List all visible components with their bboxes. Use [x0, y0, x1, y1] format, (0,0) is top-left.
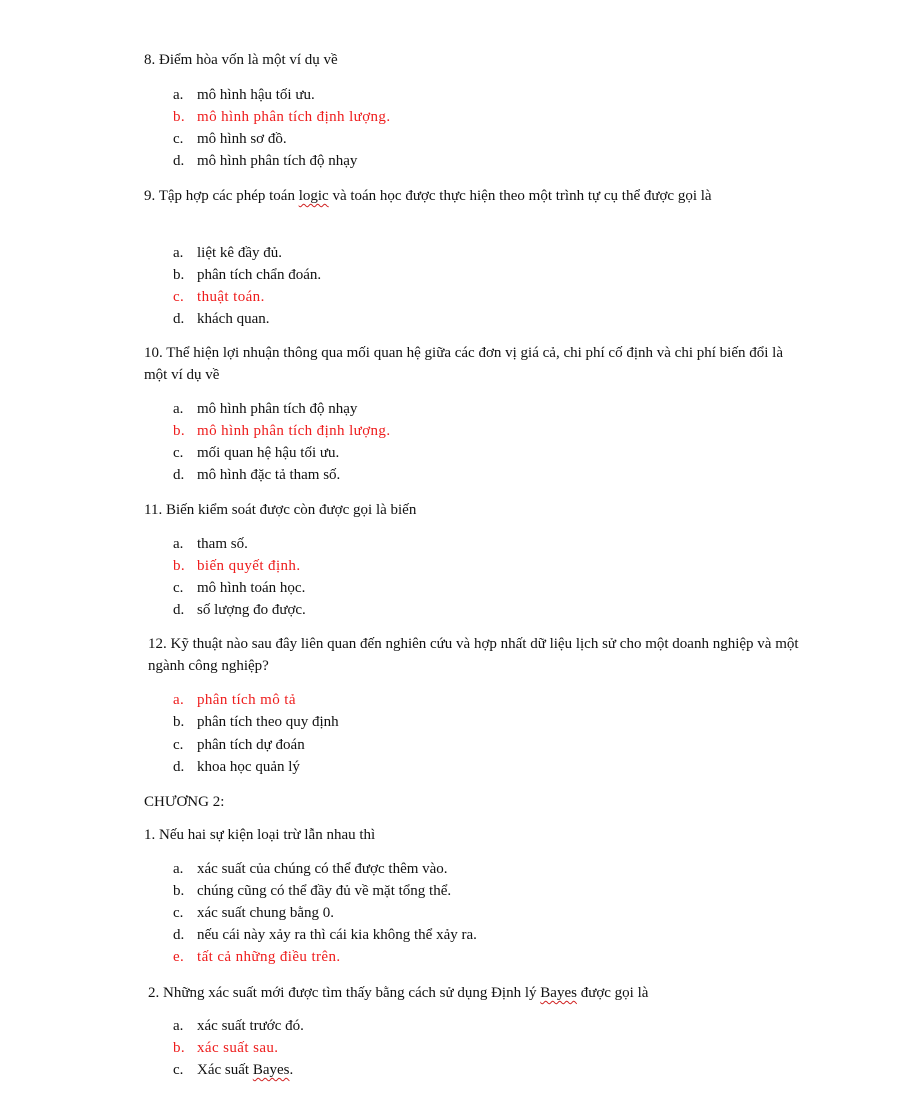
- option-text: xác suất chung bằng 0.: [197, 905, 335, 921]
- option-letter: c.: [173, 445, 184, 461]
- option-text: tham số.: [197, 536, 248, 552]
- c2q1-option-d: [173, 925, 477, 945]
- option-text: tất cả những điều trên.: [197, 949, 341, 965]
- option-letter: d.: [173, 602, 185, 618]
- q8-option-b-correct: [173, 107, 390, 127]
- option-letter: b.: [173, 714, 185, 730]
- q10-option-b-correct: [173, 421, 390, 441]
- q11-option-a: [173, 534, 248, 554]
- option-letter: a.: [173, 861, 184, 877]
- chapter-heading: CHƯƠNG 2:: [144, 794, 225, 810]
- option-text: số lượng đo được.: [197, 602, 306, 618]
- spellcheck-flagged-word: Bayes: [540, 985, 577, 1001]
- option-text: mô hình sơ đồ.: [197, 131, 287, 147]
- question-9: [144, 185, 804, 207]
- option-text: mô hình phân tích định lượng.: [197, 109, 391, 125]
- option-text: mô hình phân tích độ nhạy: [197, 401, 358, 417]
- option-text: phân tích dự đoán: [197, 737, 305, 753]
- q10-option-d: [173, 465, 340, 485]
- option-text: Xác suất: [197, 1062, 253, 1078]
- option-text: phân tích chẩn đoán.: [197, 267, 322, 283]
- q12-option-c: [173, 735, 305, 755]
- q9-option-c-correct: [173, 287, 265, 307]
- option-letter: e.: [173, 949, 185, 965]
- q11-option-b-correct: [173, 556, 300, 576]
- question-11: 11. Biến kiểm soát được còn được gọi là biến: [144, 502, 417, 518]
- option-text: phân tích theo quy định: [197, 714, 339, 730]
- q12-option-b: [173, 712, 339, 732]
- question-8: 8. Điểm hòa vốn là một ví dụ về: [144, 52, 338, 68]
- option-letter: c.: [173, 289, 185, 305]
- option-text: thuật toán.: [197, 289, 265, 305]
- q9-option-d: [173, 309, 269, 329]
- c2q2-option-b-correct: [173, 1038, 278, 1058]
- option-letter: d.: [173, 927, 185, 943]
- option-letter: a.: [173, 1018, 184, 1034]
- option-letter: b.: [173, 558, 186, 574]
- option-text: mô hình toán học.: [197, 580, 306, 596]
- option-text: mô hình đặc tả tham số.: [197, 467, 341, 483]
- option-letter: b.: [173, 109, 186, 125]
- option-letter: a.: [173, 692, 185, 708]
- question-12: 12. Kỹ thuật nào sau đây liên quan đến nghiên cứu và hợp nhất dữ liệu lịch sử cho một doanh nghiệp và một ngành công nghiệp?: [148, 636, 799, 674]
- question-text: và toán học được thực hiện theo một trình tự cụ thể được gọi là: [328, 188, 712, 204]
- q12-option-a-correct: [173, 690, 296, 710]
- question-10: 10. Thể hiện lợi nhuận thông qua mối quan hệ giữa các đơn vị giá cả, chi phí cố định và chi phí biến đổi là một ví dụ về: [144, 345, 783, 383]
- option-letter: b.: [173, 267, 185, 283]
- option-text: chúng cũng có thể đầy đủ về mặt tổng thể.: [197, 883, 452, 899]
- option-text: mối quan hệ hậu tối ưu.: [197, 445, 340, 461]
- option-letter: b.: [173, 1040, 186, 1056]
- option-text: biến quyết định.: [197, 558, 301, 574]
- option-text: xác suất của chúng có thể được thêm vào.: [197, 861, 448, 877]
- option-letter: d.: [173, 467, 185, 483]
- option-letter: d.: [173, 311, 185, 327]
- chapter2-question-2: [148, 982, 808, 1004]
- c2q1-option-e-correct: [173, 947, 341, 967]
- option-letter: d.: [173, 759, 185, 775]
- option-letter: c.: [173, 905, 184, 921]
- q8-option-d: [173, 151, 357, 171]
- option-text: nếu cái này xảy ra thì cái kia không thể xảy ra.: [197, 927, 477, 943]
- q11-option-c: [173, 578, 305, 598]
- spellcheck-flagged-word: logic: [298, 188, 329, 204]
- question-text: 9. Tập hợp các phép toán: [144, 188, 299, 204]
- c2q2-option-a: [173, 1016, 304, 1036]
- option-text: mô hình hậu tối ưu.: [197, 87, 315, 103]
- option-text: liệt kê đầy đủ.: [197, 245, 282, 261]
- option-letter: a.: [173, 401, 184, 417]
- option-letter: b.: [173, 423, 186, 439]
- option-text: khoa học quản lý: [197, 759, 300, 775]
- option-letter: c.: [173, 580, 184, 596]
- spellcheck-flagged-word: Bayes: [252, 1062, 290, 1078]
- q8-option-c: [173, 129, 287, 149]
- option-letter: d.: [173, 153, 185, 169]
- c2q1-option-b: [173, 881, 451, 901]
- chapter2-question-1: 1. Nếu hai sự kiện loại trừ lẫn nhau thì: [144, 827, 376, 843]
- q10-option-a: [173, 399, 357, 419]
- option-letter: a.: [173, 87, 184, 103]
- option-text: khách quan.: [197, 311, 270, 327]
- question-text: được gọi là: [576, 985, 649, 1001]
- c2q1-option-a: [173, 859, 448, 879]
- option-letter: c.: [173, 131, 184, 147]
- option-letter: c.: [173, 1062, 184, 1078]
- q9-option-b: [173, 265, 321, 285]
- option-text: xác suất trước đó.: [197, 1018, 304, 1034]
- option-letter: c.: [173, 737, 184, 753]
- q12-option-d: [173, 757, 300, 777]
- c2q1-option-c: [173, 903, 334, 923]
- q10-option-c: [173, 443, 339, 463]
- option-text: phân tích mô tả: [197, 692, 296, 708]
- c2q2-option-c: [173, 1060, 293, 1080]
- option-text: .: [289, 1062, 294, 1078]
- q11-option-d: [173, 600, 306, 620]
- option-text: mô hình phân tích định lượng.: [197, 423, 391, 439]
- q9-option-a: [173, 243, 282, 263]
- question-text: 2. Những xác suất mới được tìm thấy bằng cách sử dụng Định lý: [148, 985, 541, 1001]
- option-letter: a.: [173, 245, 184, 261]
- option-text: mô hình phân tích độ nhạy: [197, 153, 358, 169]
- option-letter: b.: [173, 883, 185, 899]
- option-letter: a.: [173, 536, 184, 552]
- q8-option-a: [173, 85, 315, 105]
- option-text: xác suất sau.: [197, 1040, 279, 1056]
